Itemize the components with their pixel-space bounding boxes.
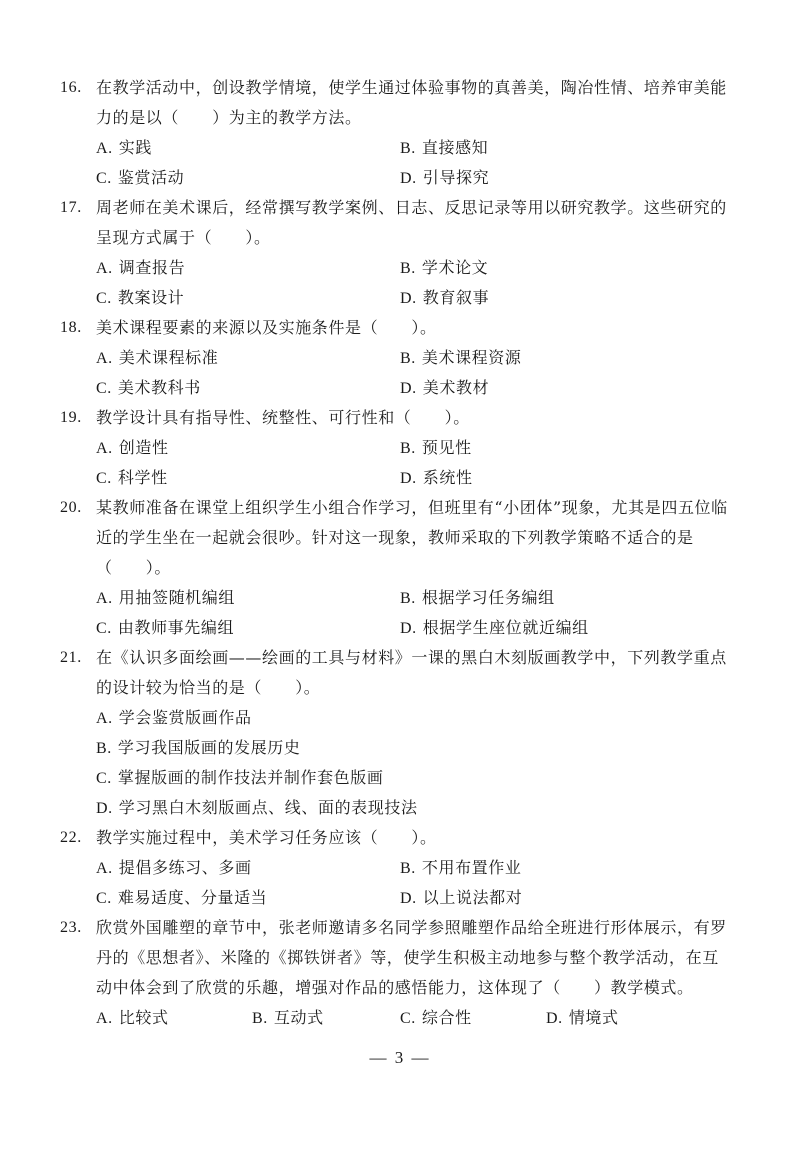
option-b: B. 预见性: [400, 438, 472, 457]
question-17: [60, 193, 730, 313]
option-a: A. 创造性: [96, 438, 169, 457]
question-text: 某教师准备在课堂上组织学生小组合作学习，但班里有“小团体”现象，尤其是四五位临近的学生坐在一起就会很吵。针对这一现象，教师采取的下列教学策略不适合的是（ ）。: [96, 498, 728, 577]
option-a: A. 用抽签随机编组: [96, 588, 235, 607]
question-text: 美术课程要素的来源以及实施条件是（ ）。: [96, 318, 437, 337]
option-c: C. 科学性: [96, 468, 168, 487]
option-c: C. 美术教科书: [96, 378, 201, 397]
options-row: [60, 1003, 730, 1033]
question-number: 20.: [60, 499, 82, 516]
options-grid: [60, 433, 730, 493]
options-list: [60, 703, 730, 823]
question-18: [60, 313, 730, 403]
question-20: [60, 493, 730, 643]
option-b: B. 学习我国版画的发展历史: [96, 738, 301, 757]
question-stem: [60, 403, 730, 433]
option-b: B. 学术论文: [400, 258, 489, 277]
question-number: 19.: [60, 409, 82, 426]
question-number: 23.: [60, 919, 82, 936]
option-c: C. 综合性: [400, 1008, 472, 1027]
question-number: 21.: [60, 649, 82, 666]
option-d: D. 根据学生座位就近编组: [400, 618, 589, 637]
options-grid: [60, 133, 730, 193]
question-stem: [60, 313, 730, 343]
question-number: 17.: [60, 199, 82, 216]
question-stem: [60, 643, 730, 703]
option-d: D. 教育叙事: [400, 288, 490, 307]
question-stem: [60, 193, 730, 253]
option-c: C. 掌握版画的制作技法并制作套色版画: [96, 768, 384, 787]
option-c: C. 教案设计: [96, 288, 185, 307]
page-number: — 3 —: [369, 1048, 431, 1067]
question-16: [60, 73, 730, 193]
option-a: A. 实践: [96, 138, 152, 157]
question-stem: [60, 823, 730, 853]
option-a: A. 比较式: [96, 1008, 169, 1027]
question-number: 18.: [60, 319, 82, 336]
question-stem: [60, 73, 730, 133]
option-b: B. 不用布置作业: [400, 858, 522, 877]
option-a: A. 学会鉴赏版画作品: [96, 708, 252, 727]
options-grid: [60, 343, 730, 403]
question-text: 教学实施过程中，美术学习任务应该（ ）。: [96, 828, 437, 847]
option-c: C. 由教师事先编组: [96, 618, 235, 637]
option-c: C. 鉴赏活动: [96, 168, 185, 187]
option-d: D. 系统性: [400, 468, 473, 487]
option-d: D. 引导探究: [400, 168, 490, 187]
options-grid: [60, 253, 730, 313]
question-stem: [60, 493, 730, 583]
option-d: D. 美术教材: [400, 378, 490, 397]
option-a: A. 美术课程标准: [96, 348, 219, 367]
question-number: 22.: [60, 829, 82, 846]
question-22: [60, 823, 730, 913]
question-text: 欣赏外国雕塑的章节中，张老师邀请多名同学参照雕塑作品给全班进行形体展示，有罗丹的《思想者》、米隆的《掷铁饼者》等，使学生积极主动地参与整个教学活动，在互动中体会到了欣赏的乐趣，增强对作品的感悟能力，这体现了（ ）教学模式。: [96, 918, 727, 997]
option-d: D. 情境式: [546, 1008, 619, 1027]
option-d: D. 以上说法都对: [400, 888, 523, 907]
option-c: C. 难易适度、分量适当: [96, 888, 268, 907]
question-23: [60, 913, 730, 1033]
options-grid: [60, 583, 730, 643]
question-text: 周老师在美术课后，经常撰写教学案例、日志、反思记录等用以研究教学。这些研究的呈现方式属于（ ）。: [96, 198, 727, 247]
option-a: A. 提倡多练习、多画: [96, 858, 252, 877]
question-text: 在《认识多面绘画——绘画的工具与材料》一课的黑白木刻版画教学中，下列教学重点的设计较为恰当的是（ ）。: [96, 648, 727, 697]
option-b: B. 直接感知: [400, 138, 489, 157]
question-number: 16.: [60, 79, 82, 96]
question-text: 教学设计具有指导性、统整性、可行性和（ ）。: [96, 408, 470, 427]
option-a: A. 调查报告: [96, 258, 186, 277]
question-text: 在教学活动中，创设教学情境，使学生通过体验事物的真善美，陶冶性情、培养审美能力的是以（ ）为主的教学方法。: [96, 78, 727, 127]
option-d: D. 学习黑白木刻版画点、线、面的表现技法: [96, 798, 418, 817]
question-21: [60, 643, 730, 823]
question-19: [60, 403, 730, 493]
question-stem: [60, 913, 730, 1003]
option-b: B. 互动式: [252, 1008, 324, 1027]
option-b: B. 美术课程资源: [400, 348, 522, 367]
option-b: B. 根据学习任务编组: [400, 588, 555, 607]
options-grid: [60, 853, 730, 913]
